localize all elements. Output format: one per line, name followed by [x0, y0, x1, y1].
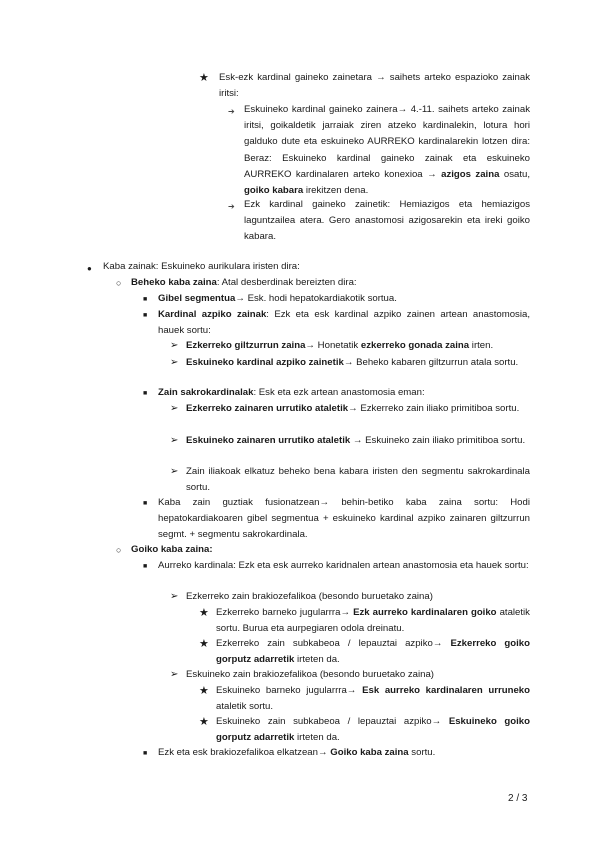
page-number: 2 / 3 [508, 793, 528, 804]
list-item [244, 197, 530, 246]
arrowhead-bullet-icon: ➢ [170, 669, 179, 680]
list-item [158, 291, 530, 307]
bold-term: Goiko kaba zaina: [131, 544, 213, 555]
item-text: Ezk kardinal gaineko zainetik: Hemiazigos eta hemiazigos laguntzailea atera. Gero anastomosi azigosarekin eta ireki goiko kabara. [244, 199, 530, 243]
item-text: Aurreko kardinala: Ezk eta esk aurreko karidnalen artean anastomosia eta hauek sortu: [158, 560, 529, 571]
arrowhead-bullet-icon: ➢ [170, 591, 179, 602]
item-text: Ezkerreko barneko jugularrra→ [216, 607, 354, 618]
arrow-bullet-icon: ➔ [228, 107, 235, 116]
dot-bullet-icon: ● [87, 264, 92, 273]
list-item [131, 275, 531, 291]
bold-term: Kardinal azpiko zainak [158, 309, 267, 320]
list-item [216, 683, 530, 715]
list-item [186, 338, 530, 354]
arrowhead-bullet-icon: ➢ [170, 435, 179, 446]
item-text: Ezk eta esk brakiozefalikoa elkatzean→ [158, 747, 331, 758]
star-bullet-icon: ★ [199, 716, 209, 728]
bold-term: Eskuineko kardinal azpiko zainetik [186, 357, 344, 368]
square-bullet-icon: ■ [143, 563, 148, 570]
item-text: Esk-ezk kardinal gaineko zainetara → saihets arteko espazioko zainak iritsi: [219, 72, 530, 100]
item-text: osatu, [499, 168, 530, 180]
square-bullet-icon: ■ [143, 750, 148, 757]
item-text: → Beheko kabaren giltzurrun atala sortu. [343, 357, 519, 368]
square-bullet-icon: ■ [143, 390, 148, 397]
bold-term: Ezkerreko goiko gorputz adarretik [216, 638, 530, 666]
item-text: Zain iliakoak elkatuz beheko bena kabara iristen den segmentu sakrokardinala sortu. [186, 466, 530, 494]
item-text: Eskuineko zain subkabeoa / lepauztai azpiko→ [216, 716, 449, 727]
circle-bullet-icon: ○ [116, 278, 122, 288]
list-item [158, 495, 530, 544]
star-bullet-icon: ★ [199, 685, 209, 697]
item-text: ataletik sortu. [216, 701, 274, 713]
item-text: irten. [469, 340, 494, 351]
bold-term: Goiko kaba zaina [330, 747, 409, 758]
item-text: Ezkerreko zain subkabeoa / lepauztai azpiko→ [216, 638, 451, 649]
bold-term: Esk aurreko kardinalaren urruneko [362, 685, 530, 696]
bold-term: Eskuineko zainaren urrutiko ataletik [186, 435, 351, 446]
arrowhead-bullet-icon: ➢ [170, 403, 179, 414]
item-text: Ezkerreko zain brakiozefalikoa (besondo buruetako zaina) [186, 591, 433, 602]
list-item [216, 714, 530, 746]
square-bullet-icon: ■ [143, 500, 148, 507]
list-item [186, 464, 530, 496]
list-item [186, 589, 530, 605]
list-item [216, 605, 530, 637]
list-item [103, 259, 533, 275]
item-text: Kaba zain guztiak fusionatzean→ behin-betiko kaba zaina sortu: Hodi hepatokardiakoaren gibel segmentua + eskuineko kardinal azpiko zainaren giltzurrun segmt. + segmentu sakrokardinala. [158, 497, 530, 541]
item-text: → Honetatik [305, 340, 361, 351]
bold-term: Zain sakrokardinalak [158, 387, 254, 398]
item-text: → Eskuineko zain iliako primitiboa sortu. [350, 435, 526, 446]
bold-term: goiko kabara [244, 185, 304, 197]
list-item [158, 745, 530, 761]
item-text: Eskuineko kardinal gaineko zainera→ 4.-11. saihets arteko zainak iritsi, goikaldetik jarraiak ziren atzeko kardinalekin, lotura hori galduko dute eta eskuineko AURREKO kardinalarekin lotzen dira: Beraz: Eskuineko kardinal gaineko zainak eta eskuineko AURREKO kardinalaren arteko konexioa → [244, 104, 530, 180]
circle-bullet-icon: ○ [116, 545, 122, 555]
square-bullet-icon: ■ [143, 296, 148, 303]
item-text: sortu. [408, 747, 436, 758]
arrowhead-bullet-icon: ➢ [170, 340, 179, 351]
bold-term: Ezkerreko zainaren urrutiko ataletik [186, 403, 349, 414]
item-text: irteten da. [294, 654, 340, 666]
list-item [158, 307, 530, 339]
list-item [131, 542, 531, 558]
star-bullet-icon: ★ [199, 607, 209, 619]
list-item [186, 667, 530, 683]
item-text: Kaba zainak: Eskuineko aurikulara iristen dira: [103, 261, 300, 272]
list-item [158, 385, 530, 401]
item-text: → Ezkerreko zain iliako primitiboa sortu. [348, 403, 520, 414]
square-bullet-icon: ■ [143, 312, 148, 319]
item-text: irteten da. [294, 732, 340, 744]
star-bullet-icon: ★ [199, 72, 209, 84]
bold-term: Ezk aurreko kardinalaren goiko [353, 607, 497, 618]
item-text: Eskuineko barneko jugularrra→ [216, 685, 363, 696]
bold-term: ezkerreko gonada zaina [360, 340, 470, 351]
bold-term: Eskuineko goiko gorputz adarretik [216, 716, 530, 744]
list-item [219, 70, 530, 102]
bold-term: Gibel segmentua [158, 293, 236, 304]
list-item [216, 636, 530, 668]
list-item [158, 558, 530, 574]
item-text: irekitzen dena. [303, 185, 369, 197]
item-text: : Ezk eta esk kardinal azpiko zainen artean anastomosia, hauek sortu: [158, 309, 530, 337]
arrow-bullet-icon: ➔ [228, 202, 235, 211]
arrowhead-bullet-icon: ➢ [170, 466, 179, 477]
list-item [186, 433, 530, 449]
arrowhead-bullet-icon: ➢ [170, 357, 179, 368]
bold-term: Ezkerreko giltzurrun zaina [186, 340, 306, 351]
item-text: Eskuineko zain brakiozefalikoa (besondo buruetako zaina) [186, 669, 434, 680]
item-text: ataletik sortu. Burua eta aurpegiaren odola dreinatu. [216, 607, 530, 635]
item-text: → Esk. hodi hepatokardiakotik sortua. [235, 293, 397, 304]
item-text: : Atal desberdinak bereizten dira: [216, 277, 357, 288]
star-bullet-icon: ★ [199, 638, 209, 650]
list-item [186, 401, 530, 417]
list-item [244, 102, 530, 199]
list-item [186, 355, 530, 371]
bold-term: azigos zaina [441, 168, 500, 180]
item-text: : Esk eta ezk artean anastomosia eman: [253, 387, 425, 398]
bold-term: Beheko kaba zaina [131, 277, 217, 288]
